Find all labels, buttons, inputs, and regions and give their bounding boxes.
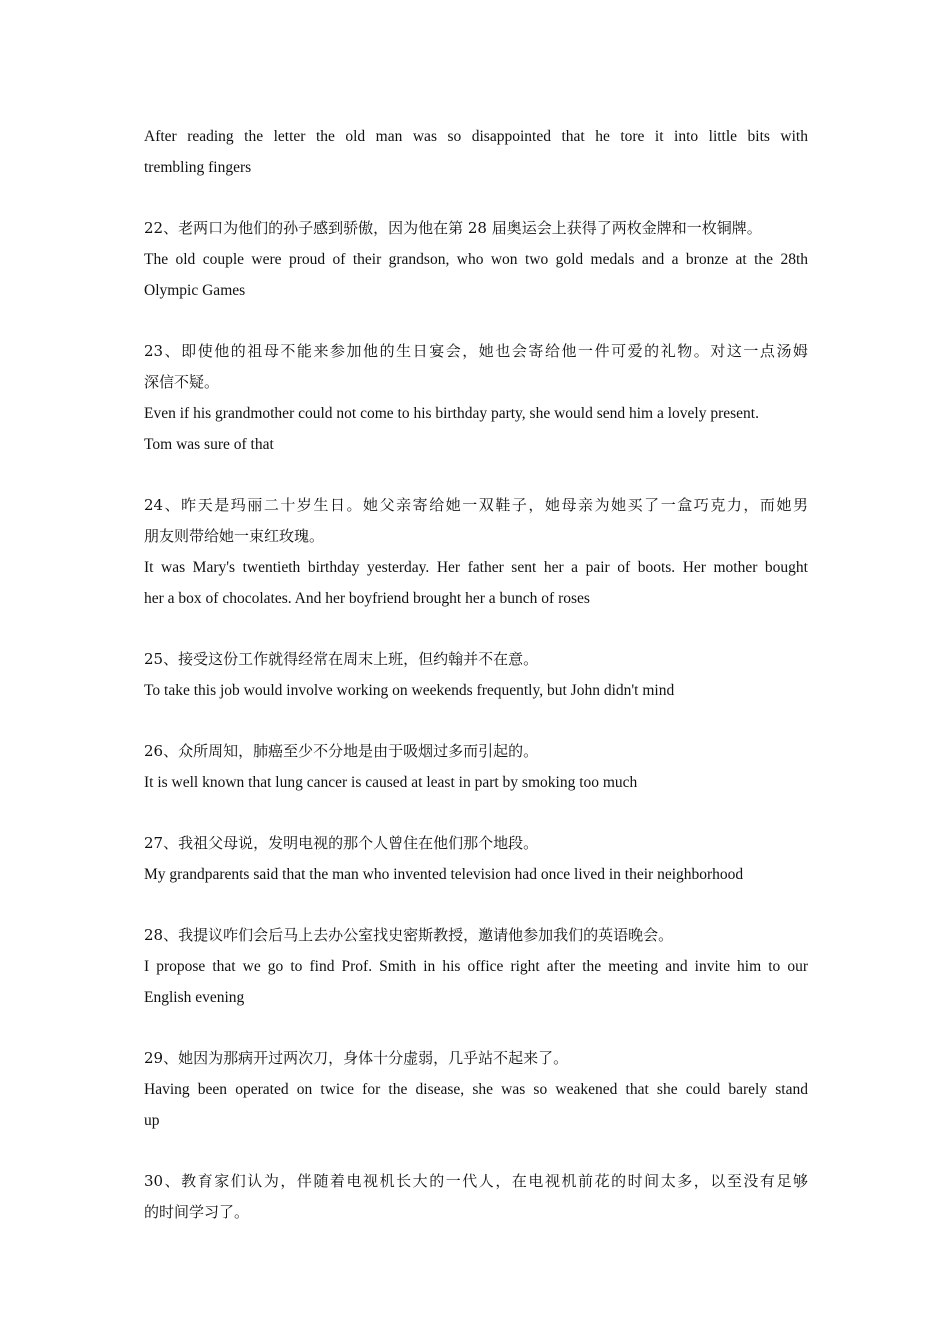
chinese-line: 29、她因为那病开过两次刀，身体十分虚弱，几乎站不起来了。 — [144, 1049, 569, 1067]
english-line: Olympic Games — [144, 282, 246, 299]
chinese-line: 23、即使他的祖母不能来参加他的生日宴会，她也会寄给他一件可爱的礼物。对这一点汤姆 — [144, 342, 808, 360]
english-line: After reading the letter the old man was so disappointed that he tore it into little bits with — [144, 128, 808, 145]
english-line: To take this job would involve working on weekends frequently, but John didn't mind — [144, 682, 675, 699]
chinese-line: 的时间学习了。 — [144, 1203, 250, 1221]
entry — [144, 644, 808, 706]
english-line: Having been operated on twice for the disease, she was so weakened that she could barely stand — [144, 1081, 808, 1098]
english-line: English evening — [144, 989, 245, 1006]
english-line: I propose that we go to find Prof. Smith in his office right after the meeting and invite him to our — [144, 958, 808, 975]
english-line: up — [144, 1112, 160, 1129]
chinese-line: 22、老两口为他们的孙子感到骄傲，因为他在第 28 届奥运会上获得了两枚金牌和一枚铜牌。 — [144, 219, 762, 237]
entry — [144, 736, 808, 798]
chinese-line: 25、接受这份工作就得经常在周末上班，但约翰并不在意。 — [144, 650, 539, 668]
chinese-line: 深信不疑。 — [144, 373, 220, 391]
entry — [144, 213, 808, 306]
entry — [144, 336, 808, 460]
chinese-line: 26、众所周知，肺癌至少不分地是由于吸烟过多而引起的。 — [144, 742, 539, 760]
english-line: Tom was sure of that — [144, 436, 274, 453]
entry — [144, 920, 808, 1013]
chinese-line: 28、我提议咋们会后马上去办公室找史密斯教授，邀请他参加我们的英语晚会。 — [144, 926, 674, 944]
entry — [144, 1043, 808, 1136]
entry — [144, 828, 808, 890]
chinese-line: 24、昨天是玛丽二十岁生日。她父亲寄给她一双鞋子，她母亲为她买了一盒巧克力，而她男 — [144, 496, 808, 514]
chinese-line: 30、教育家们认为，伴随着电视机长大的一代人，在电视机前花的时间太多，以至没有足够 — [144, 1172, 808, 1190]
entry — [144, 1166, 808, 1228]
english-line: It is well known that lung cancer is caused at least in part by smoking too much — [144, 774, 638, 791]
english-line: Even if his grandmother could not come to his birthday party, she would send him a lovely present. — [144, 405, 759, 422]
english-line: trembling fingers — [144, 159, 252, 176]
entry — [144, 121, 808, 183]
english-line: her a box of chocolates. And her boyfriend brought her a bunch of roses — [144, 590, 590, 607]
chinese-line: 27、我祖父母说，发明电视的那个人曾住在他们那个地段。 — [144, 834, 539, 852]
entry — [144, 490, 808, 614]
document-page — [144, 121, 808, 1228]
english-line: It was Mary's twentieth birthday yesterday. Her father sent her a pair of boots. Her mother bought — [144, 559, 808, 576]
english-line: My grandparents said that the man who invented television had once lived in their neighborhood — [144, 866, 744, 883]
chinese-line: 朋友则带给她一束红玫瑰。 — [144, 527, 325, 545]
english-line: The old couple were proud of their grandson, who won two gold medals and a bronze at the 28th — [144, 251, 808, 268]
